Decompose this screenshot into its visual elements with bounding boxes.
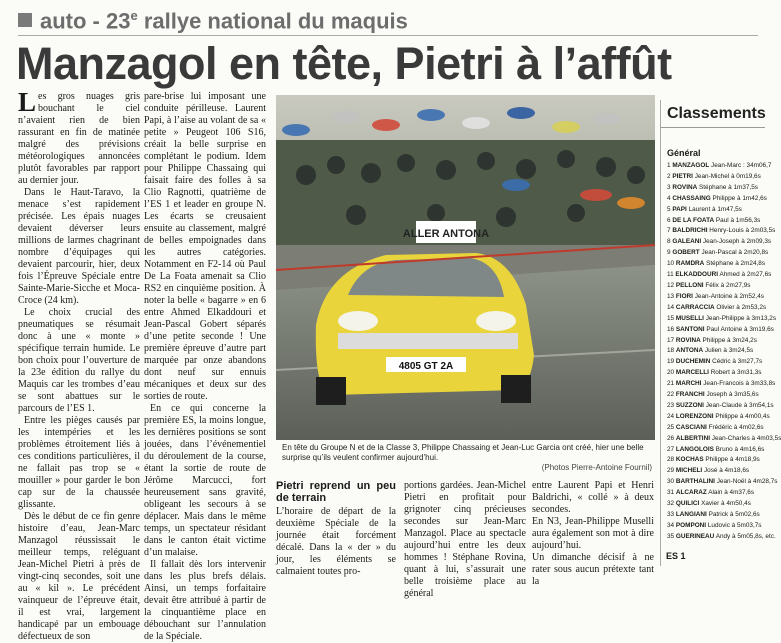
standing-time: Jean-Charles à 4m03,5s xyxy=(711,434,781,442)
standing-name: MANZAGOL xyxy=(672,162,710,169)
paragraph: Dès le début de ce fin genre histoire d’eau, Jean-Marc Manzagol réussissait le meilleur temps, reléguant Jean-Michel Pietri à près de vingt-cinq secondes, soit une au « kil ». Le précédent vainqueur de l’épreuve était, il est vrai, largement handicapé par un embouage défectueux de son xyxy=(18,511,140,642)
standing-time: Jean-Joseph à 2m09,3s xyxy=(702,238,772,246)
standing-rank: 4 xyxy=(667,194,671,202)
standing-name: FIORI xyxy=(675,292,693,300)
standing-time: Jean-Antoine à 2m52,4s xyxy=(694,292,764,300)
subheading: Pietri reprend un peu de terrain xyxy=(276,480,396,504)
standing-rank: 2 xyxy=(667,172,671,180)
standing-row xyxy=(667,314,777,325)
standing-time: Julien à 3m24,5s xyxy=(704,347,754,355)
standing-rank: 6 xyxy=(667,216,671,224)
standing-rank: 14 xyxy=(667,303,675,311)
standing-name: MICHELI xyxy=(675,467,703,475)
standing-name: MARCHI xyxy=(675,380,702,388)
photo-credit: (Photos Pierre-Antoine Fournil) xyxy=(541,463,652,472)
standing-rank: 33 xyxy=(667,511,675,518)
square-bullet-icon xyxy=(18,13,32,27)
standing-rank: 24 xyxy=(667,412,675,420)
standing-rank: 18 xyxy=(667,347,675,355)
standing-time: Andy à 5m05,8s, etc. xyxy=(715,532,776,540)
standing-name: SUZZONI xyxy=(675,401,704,409)
standing-row xyxy=(667,336,765,347)
standing-rank: 25 xyxy=(667,423,675,431)
standing-time: Patrick à 5m02,6s xyxy=(708,511,760,518)
section-kicker xyxy=(18,8,408,34)
standing-rank: 17 xyxy=(667,336,675,344)
standing-row xyxy=(667,237,772,248)
standing-row xyxy=(667,172,765,183)
standing-row xyxy=(667,270,772,281)
standing-row xyxy=(667,248,769,259)
standing-name: PELLONI xyxy=(675,281,704,289)
standing-row xyxy=(667,303,765,314)
standing-name: FRANCHI xyxy=(675,391,705,399)
standing-time: Ahmed à 2m27,6s xyxy=(719,271,772,279)
standing-time: Philippe à 1m42,6s xyxy=(712,194,767,202)
article-headline: Manzagol en tête, Pietri à l’affût xyxy=(16,38,672,89)
kicker-text: auto - 23 xyxy=(40,8,131,34)
standing-time: Jean-Pascal à 2m20,8s xyxy=(701,249,769,257)
standing-name: QUILICI xyxy=(675,500,700,508)
standing-rank: 22 xyxy=(667,391,675,399)
standing-time: Paul Antoine à 3m19,6s xyxy=(706,325,774,333)
standing-row xyxy=(667,488,765,499)
standing-rank: 3 xyxy=(667,183,671,191)
standing-rank: 8 xyxy=(667,238,671,246)
article-column-5 xyxy=(532,480,654,587)
standing-name: LORENZONI xyxy=(675,412,714,420)
standing-name: GALEANI xyxy=(672,238,702,246)
standing-name: ROVINA xyxy=(675,336,701,344)
standing-row xyxy=(667,368,765,379)
standing-row xyxy=(667,455,765,466)
standing-time: Jean-Francois à 3m33,8s xyxy=(703,380,776,388)
standing-rank: 26 xyxy=(667,434,675,442)
standing-rank: 9 xyxy=(667,249,671,257)
standing-time: Henry-Louis à 2m03,5s xyxy=(709,227,776,235)
paragraph: Les gros nuages gris bouchant le ciel n’avaient rien de bien rassurant en fin de matinée malgré des prévisions météorologiques annoncées plutôt favorables par rapport au dernier jour. xyxy=(18,87,140,186)
standing-name: CHASSAING xyxy=(672,194,711,202)
paragraph: pare-brise lui imposant une conduite périlleuse. Laurent Papi, à l’aise au volant de sa « petite » Peugeot 106 S16, créait la belle surprise en complétant le podium. Idem pour Philippe Chassaing qui faisait faire des folles à sa Clio Ragnotti, quatrième de l’ES 1 et leader en groupe N. Les écarts se creusaient ensuite au classement, malgré de belles empoignades dans les autres catégories. Notamment en F2-14 où Paul De La Foata amenait sa Clio RS2 en cinquième position. À noter la belle « bagarre » en 6 entre Ahmed Elkaddouri et Jean-Pascal Gobert séparés d’une petite seconde ! Une première épreuve d’autre part marquée par onze abandons dont neuf sur ennuis mécaniques et deux sur des sorties de route. xyxy=(144,91,266,402)
standing-time: Paul à 1m56,3s xyxy=(715,216,761,224)
standing-row xyxy=(667,226,776,237)
standing-time: Laurent à 1m47,5s xyxy=(688,205,742,213)
standing-rank: 32 xyxy=(667,500,675,508)
photo-caption: En tête du Groupe N et de la Classe 3, Philippe Chassaing et Jean-Luc Garcia ont créé, hier une belle surprise qu’ils veulent confirmer aujourd’hui. (Photos Pierre-Antoine Fournil) xyxy=(282,443,652,472)
paragraph: portions gardées. Jean-Michel Pietri en profitait pour grignoter cinq précieuses secondes sur Jean-Marc Manzagol. Place au spectacle aujourd’hui entre les deux hommes ! Stéphane Rovina, quant à lui, s’assurait une belle troisième place au général xyxy=(404,480,526,599)
standing-name: LANGOLOIS xyxy=(675,445,714,453)
standing-rank: 15 xyxy=(667,314,675,322)
standing-name: BARTHALINI xyxy=(675,478,715,486)
standing-name: ANTONA xyxy=(675,347,704,355)
standing-name: DE LA FOATA xyxy=(672,216,715,224)
standing-time: Xavier à 4m50,4s xyxy=(701,500,751,508)
standing-name: ELKADDOURI xyxy=(675,271,719,279)
article-column-3 xyxy=(276,480,396,577)
standing-rank: 35 xyxy=(667,532,675,540)
paragraph: En ce qui concerne la première ES, la moins longue, les dernières positions se sont jouées, dans l’événementiel du déroulement de la course, étant la sortie de route de Jérôme Marcucci, fort heureusement sans gravité, obligeant les secours à se déplacer. Mais dans le même temps, un spectateur résidant dans le canton était victime d’un malaise. xyxy=(144,403,266,558)
standing-time: Robert à 3m31,3s xyxy=(710,369,762,377)
standing-rank: 16 xyxy=(667,325,675,333)
standing-name: SANTONI xyxy=(675,325,705,333)
spectator-banner: ALLER ANTONA xyxy=(402,228,490,240)
article-column-4 xyxy=(404,480,526,599)
standing-row xyxy=(667,477,778,488)
standing-row xyxy=(667,401,774,412)
standing-time: Jean-Claude à 3m54,1s xyxy=(705,401,774,409)
standing-time: Jean-Noël à 4m28,7s xyxy=(716,478,778,486)
standing-time: Stéphane à 1m37,5s xyxy=(698,183,758,191)
standing-row xyxy=(667,183,765,194)
standing-name: DUCHEMIN xyxy=(675,358,711,366)
standing-rank: 30 xyxy=(667,478,675,486)
paragraph: Le choix crucial des pneumatiques se résumait donc à une « monte » spécifique terrain humide. Le bon choix pour l’ouverture de la 23e édition du rallye du Maquis car les trombes d’eau se sont abattues sur le parcours de l’ES 1. xyxy=(18,307,140,414)
classements-sidebar xyxy=(660,100,781,566)
standing-rank: 19 xyxy=(667,358,675,366)
standing-row xyxy=(667,357,765,368)
standing-rank: 1 xyxy=(667,162,671,169)
standing-name: CARRACCIA xyxy=(675,303,715,311)
standing-name: RAMDRA xyxy=(675,260,705,268)
standing-name: POMPONI xyxy=(675,521,707,529)
standing-row xyxy=(667,510,765,521)
standing-row xyxy=(667,521,765,532)
standing-row xyxy=(667,412,770,423)
standing-rank: 29 xyxy=(667,467,675,475)
paragraph: L’horaire de départ de la deuxième Spéciale de la journée était forcément décalé. Dans la « der » du jour, les éléments se calmaient toutes pro- xyxy=(276,506,396,577)
photo-illustration xyxy=(276,95,655,440)
license-plate: 4805 GT 2A xyxy=(398,361,454,372)
standing-rank: 11 xyxy=(667,271,674,279)
standing-row xyxy=(667,281,765,292)
standing-time: Cédric à 3m27,7s xyxy=(712,358,763,366)
standing-rank: 31 xyxy=(667,489,675,497)
standing-rank: 12 xyxy=(667,281,675,289)
standing-time: Félix à 2m27,9s xyxy=(705,281,751,289)
standing-time: Philippe à 4m00,4s xyxy=(715,412,770,420)
standing-rank: 21 xyxy=(667,380,675,388)
classements-subtitle: Général xyxy=(667,148,701,158)
standing-name: MARCELLI xyxy=(675,369,709,377)
paragraph: Dans le Haut-Taravo, la menace s’est rapidement précisée. Les épais nuages devaient déverser leurs millions de larmes chagrinant nombre d’équipages qui devaient parcourir, hier, deux fois l’Épreuve Spéciale entre Sainte-Marie-Sicche et Moca-Croce (24 km). xyxy=(18,187,140,306)
standing-name: PIETRI xyxy=(672,172,693,180)
standing-row xyxy=(667,434,781,445)
standing-name: CASCIANI xyxy=(675,423,707,431)
standing-row xyxy=(667,390,765,401)
standing-time: Stéphane à 2m24,8s xyxy=(706,260,766,268)
standing-time: Alain à 4m37,6s xyxy=(708,489,755,497)
rally-car-photo xyxy=(276,95,655,440)
standing-name: ALCARAZ xyxy=(675,489,707,497)
standings-list xyxy=(661,161,781,543)
standing-rank: 13 xyxy=(667,292,675,300)
paragraph: entre Laurent Papi et Henri Baldrichi, « collé » à deux secondes. En N3, Jean-Philippe Muselli aura également son mot à dire aujourd’hui. Un dimanche décisif à ne rater sous aucun prétexte tant la xyxy=(532,480,654,587)
standing-row xyxy=(667,292,765,303)
standing-row xyxy=(667,205,765,216)
standing-time: Jean-Philippe à 3m13,2s xyxy=(705,314,777,322)
classements-title: Classements xyxy=(661,100,765,128)
standing-rank: 27 xyxy=(667,445,675,453)
standing-time: Joseph à 3m35,6s xyxy=(706,391,759,399)
rally-car xyxy=(316,253,534,405)
standing-time: Bruno à 4m16,6s xyxy=(715,445,765,453)
standing-row xyxy=(667,379,776,390)
standing-time: Jean-Michel à 0m19,6s xyxy=(694,172,761,180)
standing-name: KOCHAS xyxy=(675,456,704,464)
standing-time: Philippe à 4m18,9s xyxy=(705,456,760,464)
standing-row xyxy=(667,216,765,227)
standing-name: ROVINA xyxy=(672,183,698,191)
paragraph: Entre les pièges causés par les intempéries et les problèmes étroitement liés à ces conditions particulières, il ne fallait pas trop se « mouiller » pour garder le bon cap sur de la chaussée glissante. xyxy=(18,415,140,510)
standing-name: PAPI xyxy=(672,205,687,213)
kicker-suffix: rallye national du maquis xyxy=(137,8,408,34)
standing-row xyxy=(667,161,772,172)
standing-row xyxy=(667,423,765,434)
standing-name: BALDRICHI xyxy=(672,227,708,235)
standing-time: Philippe à 3m24,2s xyxy=(702,336,757,344)
standing-row xyxy=(667,445,765,456)
standing-time: Jean-Marc : 34m06,7 xyxy=(711,162,772,169)
standing-time: Olivier à 2m53,2s xyxy=(716,303,767,311)
standing-rank: 23 xyxy=(667,401,675,409)
drop-cap: L xyxy=(18,87,37,117)
article-column-1 xyxy=(18,87,140,642)
es-label: ES 1 xyxy=(666,551,686,561)
standing-row xyxy=(667,532,776,543)
standing-name: ALBERTINI xyxy=(675,434,710,442)
standing-name: GOBERT xyxy=(672,249,700,257)
standing-row xyxy=(667,346,765,357)
standing-rank: 7 xyxy=(667,227,671,235)
standing-name: LANGIANI xyxy=(675,511,707,518)
standing-time: Ludovic à 5m03,7s xyxy=(707,521,762,529)
standing-row xyxy=(667,259,765,270)
article-column-2 xyxy=(144,91,266,642)
standing-rank: 34 xyxy=(667,521,675,529)
standing-rank: 10 xyxy=(667,260,675,268)
standing-name: GUERINEAU xyxy=(675,532,715,540)
kicker-sup: e xyxy=(130,8,138,23)
standing-rank: 20 xyxy=(667,369,675,377)
standing-time: José à 4m18,6s xyxy=(703,467,750,475)
standing-row xyxy=(667,194,765,205)
standing-rank: 5 xyxy=(667,205,671,213)
standing-row xyxy=(667,466,765,477)
standing-rank: 28 xyxy=(667,456,675,464)
standing-name: MUSELLI xyxy=(675,314,704,322)
standing-row xyxy=(667,325,774,336)
header-divider xyxy=(18,35,758,36)
paragraph: Il fallait dès lors intervenir dans les plus brefs délais. Ainsi, un temps forfaitaire devait être attribué à partir de la cinquantième place en débouchant sur l’annulation de la Spéciale. xyxy=(144,559,266,642)
standing-time: Frédéric à 4m02,6s xyxy=(708,423,764,431)
standing-row xyxy=(667,499,765,510)
